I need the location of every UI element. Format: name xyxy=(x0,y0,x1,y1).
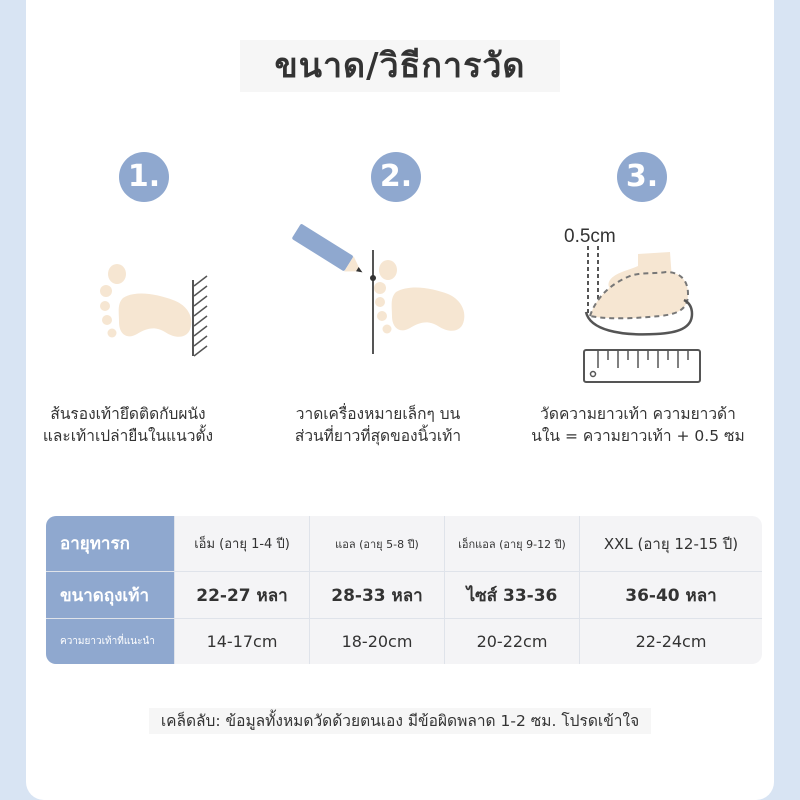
step-3-text: วัดความยาวเท้า ความยาวด้า นใน = ความยาวเท้า + 0.5 ซม xyxy=(531,405,745,445)
cell-size-l: 28-33 หลา xyxy=(309,572,444,618)
header-size: ขนาดถุงเท้า xyxy=(46,572,174,618)
offset-label: 0.5cm xyxy=(564,226,616,247)
size-table xyxy=(46,516,762,664)
table-row-age xyxy=(46,516,762,571)
cell-length-l: 18-20cm xyxy=(309,619,444,664)
step-2-text: วาดเครื่องหมายเล็กๆ บน ส่วนที่ยาวที่สุดของนิ้วเท้า xyxy=(294,405,462,445)
pen-marking-foot-icon xyxy=(288,222,478,358)
step-1-text: ส้นรองเท้ายึดติดกับผนัง และเท้าเปล่ายืนในแนวตั้ง xyxy=(42,405,214,445)
cell-age-m: เอ็ม (อายุ 1-4 ปี) xyxy=(174,516,309,571)
cell-age-xl: เอ็กแอล (อายุ 9-12 ปี) xyxy=(444,516,579,571)
cell-size-xl: ไซส์ 33-36 xyxy=(444,572,579,618)
cell-length-xl: 20-22cm xyxy=(444,619,579,664)
page-title: ขนาด/วิธีการวัด xyxy=(0,38,800,92)
step-1-badge: 1. xyxy=(119,152,169,202)
step-3-badge: 3. xyxy=(617,152,667,202)
content-card xyxy=(26,0,774,800)
header-age: อายุทารก xyxy=(46,516,174,571)
tip-text: เคล็ดลับ: ข้อมูลทั้งหมดวัดด้วยตนเอง มีข้อผิดพลาด 1-2 ซม. โปรดเข้าใจ xyxy=(0,708,800,733)
cell-length-xxl: 22-24cm xyxy=(579,619,762,664)
cell-age-l: แอล (อายุ 5-8 ปี) xyxy=(309,516,444,571)
cell-length-m: 14-17cm xyxy=(174,619,309,664)
cell-age-xxl: XXL (อายุ 12-15 ปี) xyxy=(579,516,762,571)
table-row-size xyxy=(46,572,762,618)
foot-against-wall-icon xyxy=(95,260,225,360)
cell-size-xxl: 36-40 หลา xyxy=(579,572,762,618)
shoe-ruler-icon xyxy=(560,218,710,386)
step-2-badge: 2. xyxy=(371,152,421,202)
header-length: ความยาวเท้าที่แนะนำ xyxy=(46,619,174,664)
table-row-length xyxy=(46,619,762,664)
cell-size-m: 22-27 หลา xyxy=(174,572,309,618)
